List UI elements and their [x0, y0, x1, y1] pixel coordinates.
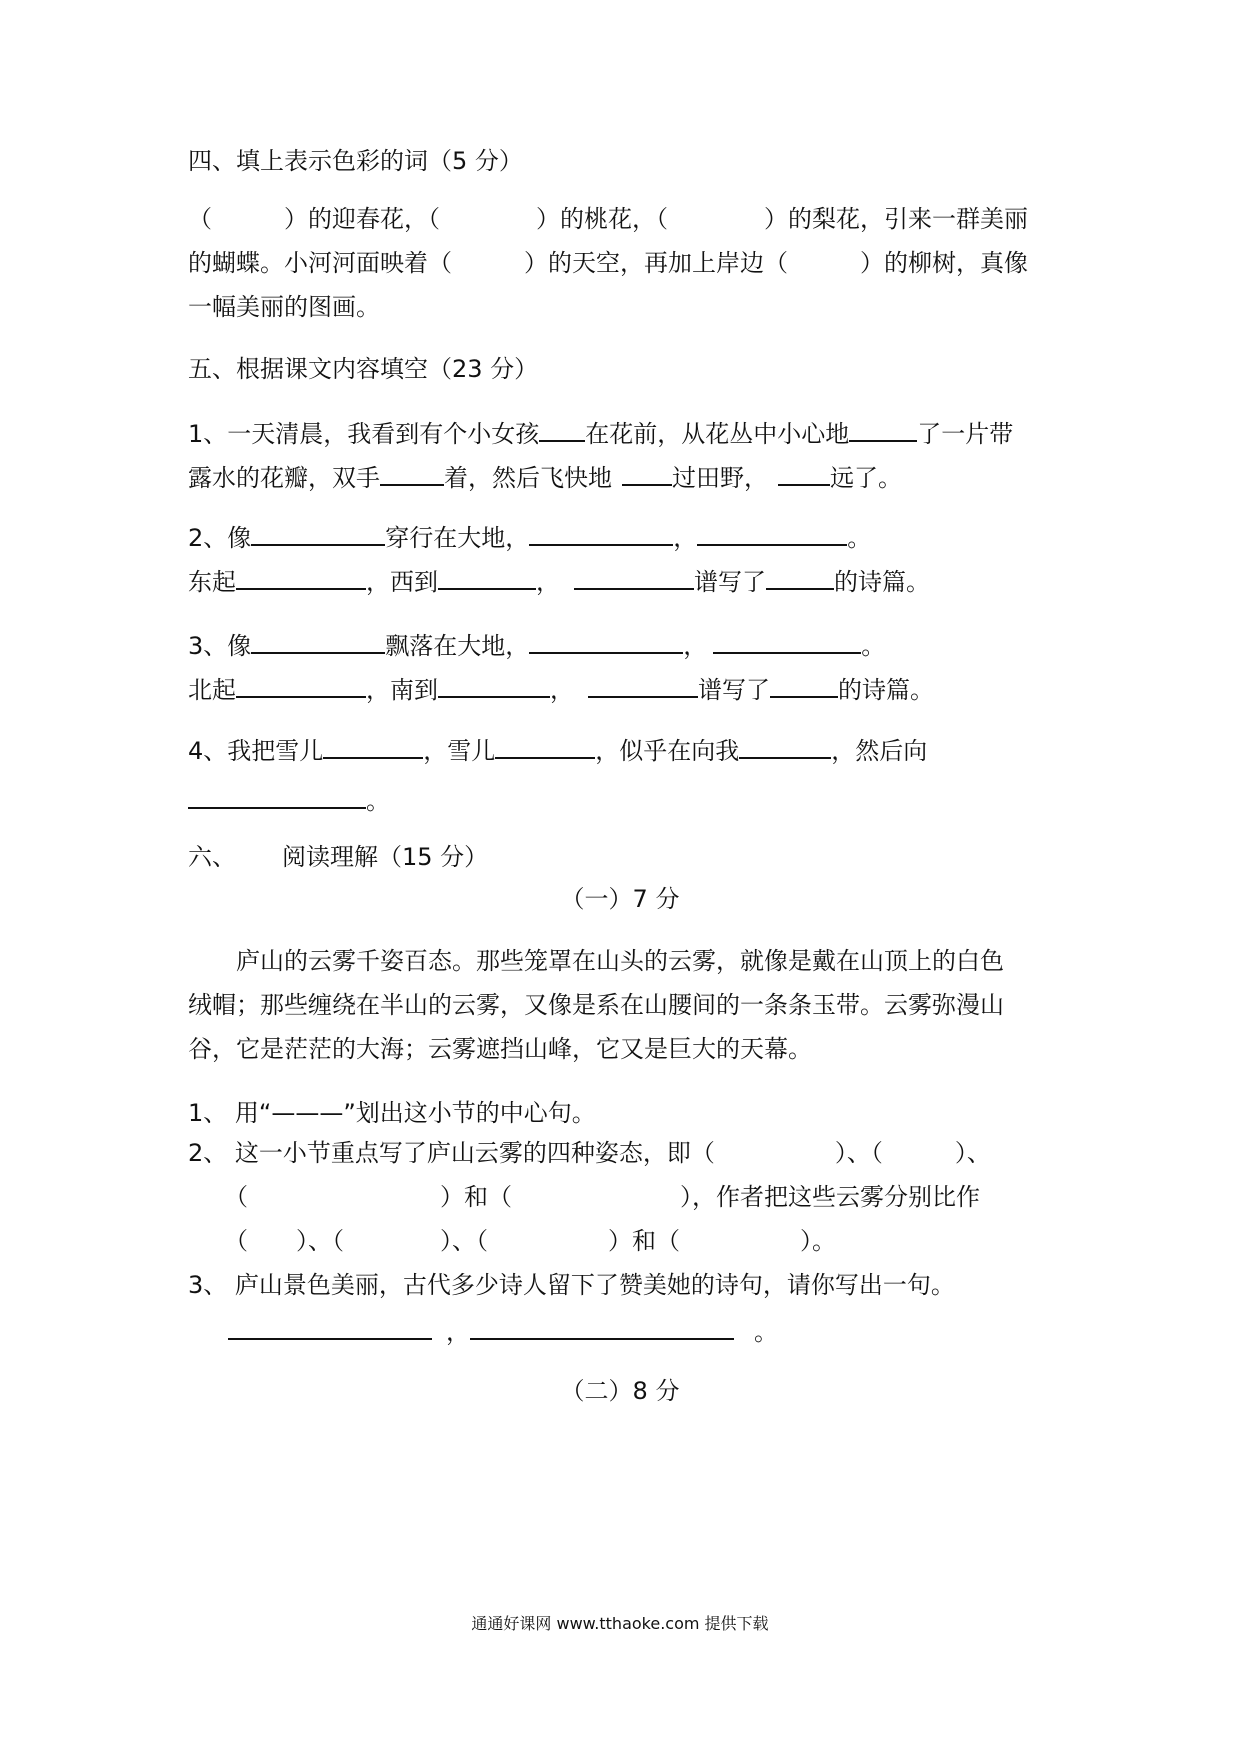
text: 谱写了 [694, 568, 766, 596]
blank [529, 522, 673, 546]
blank [574, 566, 694, 590]
text: 3、像 [188, 632, 252, 660]
blank [849, 418, 917, 442]
section-number: 六、 [188, 843, 236, 871]
text: ， [446, 1318, 470, 1346]
blank [228, 1316, 432, 1340]
text: 。 [754, 1318, 778, 1346]
text: 露水的花瓣，双手 [188, 464, 380, 492]
text: 的诗篇。 [834, 568, 930, 596]
blank [770, 674, 838, 698]
section4-title: 四、填上表示色彩的词（5 分） [188, 147, 523, 175]
reading-q3: 3、 庐山景色美丽，古代多少诗人留下了赞美她的诗句，请你写出一句。 [188, 1271, 955, 1299]
blank [470, 1316, 734, 1340]
text: ，西到 [366, 568, 438, 596]
text: ，雪儿 [423, 737, 496, 765]
blank [438, 566, 536, 590]
section4-line1: （ ）的迎春花，（ ）的桃花，（ ）的梨花，引来一群美丽 [188, 205, 1028, 233]
text: 东起 [188, 568, 236, 596]
blank [766, 566, 834, 590]
section5-q2-line2 [188, 566, 930, 597]
text: 了一片带 [917, 420, 1014, 448]
passage-line2: 绒帽；那些缠绕在半山的云雾，又像是系在山腰间的一条条玉带。云雾弥漫山 [188, 991, 1004, 1019]
blank [739, 735, 831, 759]
section5-q3-line2 [188, 674, 934, 705]
blank [495, 735, 595, 759]
text: 飘落在大地， [385, 632, 530, 660]
text: ， [550, 676, 574, 704]
text: 4、我把雪儿 [188, 737, 324, 765]
footer: 通通好课网 www.tthaoke.com 提供下载 [471, 1614, 769, 1633]
text: 过田野， [672, 464, 768, 492]
section5-title: 五、根据课文内容填空（23 分） [188, 355, 539, 383]
reading-q2-line3: （ ）、（ ）、（ ）和（ ）。 [188, 1227, 836, 1255]
blank [380, 462, 444, 486]
blank [713, 630, 861, 654]
blank [539, 418, 585, 442]
text: 2、像 [188, 524, 252, 552]
blank [323, 735, 423, 759]
blank [697, 522, 847, 546]
reading-q1: 1、 用“———”划出这小节的中心句。 [188, 1099, 596, 1127]
section5-q4-line1 [188, 735, 927, 766]
text: ， [683, 632, 708, 660]
blank [188, 785, 366, 809]
text: 谱写了 [698, 676, 770, 704]
text: 。 [366, 787, 390, 815]
section4-line3: 一幅美丽的图画。 [188, 293, 380, 321]
blank [236, 566, 366, 590]
text: 。 [861, 632, 886, 660]
blank [588, 674, 698, 698]
section4-line2: 的蝴蝶。小河河面映着（ ）的天空，再加上岸边（ ）的柳树，真像 [188, 249, 1028, 277]
text: ， [673, 524, 698, 552]
text: 在花前，从花丛中小心地 [585, 420, 850, 448]
blank [622, 462, 672, 486]
section5-q2-line1 [188, 522, 871, 553]
section5-q4-line2 [188, 785, 390, 816]
section5-q1-line1 [188, 418, 1013, 449]
text: 的诗篇。 [838, 676, 934, 704]
reading-q2-line1: 2、 这一小节重点写了庐山云雾的四种姿态，即（ ）、（ ）、 [188, 1139, 991, 1167]
blank [236, 674, 366, 698]
text: 穿行在大地， [385, 524, 530, 552]
text: 着，然后飞快地 [444, 464, 612, 492]
text: 远了。 [830, 464, 902, 492]
text: 。 [847, 524, 872, 552]
section6-title [188, 842, 488, 872]
blank [778, 462, 830, 486]
blank [529, 630, 683, 654]
reading-q2-line2: （ ）和（ ），作者把这些云雾分别比作 [188, 1183, 980, 1211]
section5-q1-line2 [188, 462, 902, 493]
text: 北起 [188, 676, 236, 704]
reading-q3-answer [228, 1316, 778, 1347]
section-heading: 阅读理解（15 分） [282, 843, 489, 871]
passage-line1: 庐山的云雾千姿百态。那些笼罩在山头的云雾，就像是戴在山顶上的白色 [188, 947, 1004, 975]
part1-title: （一）7 分 [560, 885, 680, 913]
blank [251, 630, 385, 654]
passage-line3: 谷，它是茫茫的大海；云雾遮挡山峰，它又是巨大的天幕。 [188, 1035, 812, 1063]
blank [438, 674, 550, 698]
section5-q3-line1 [188, 630, 885, 661]
blank [251, 522, 385, 546]
text: ，然后向 [831, 737, 928, 765]
text: ，南到 [366, 676, 438, 704]
text: ，似乎在向我 [595, 737, 740, 765]
text: 1、一天清晨，我看到有个小女孩 [188, 420, 540, 448]
text: ， [536, 568, 560, 596]
part2-title: （二）8 分 [560, 1377, 680, 1405]
